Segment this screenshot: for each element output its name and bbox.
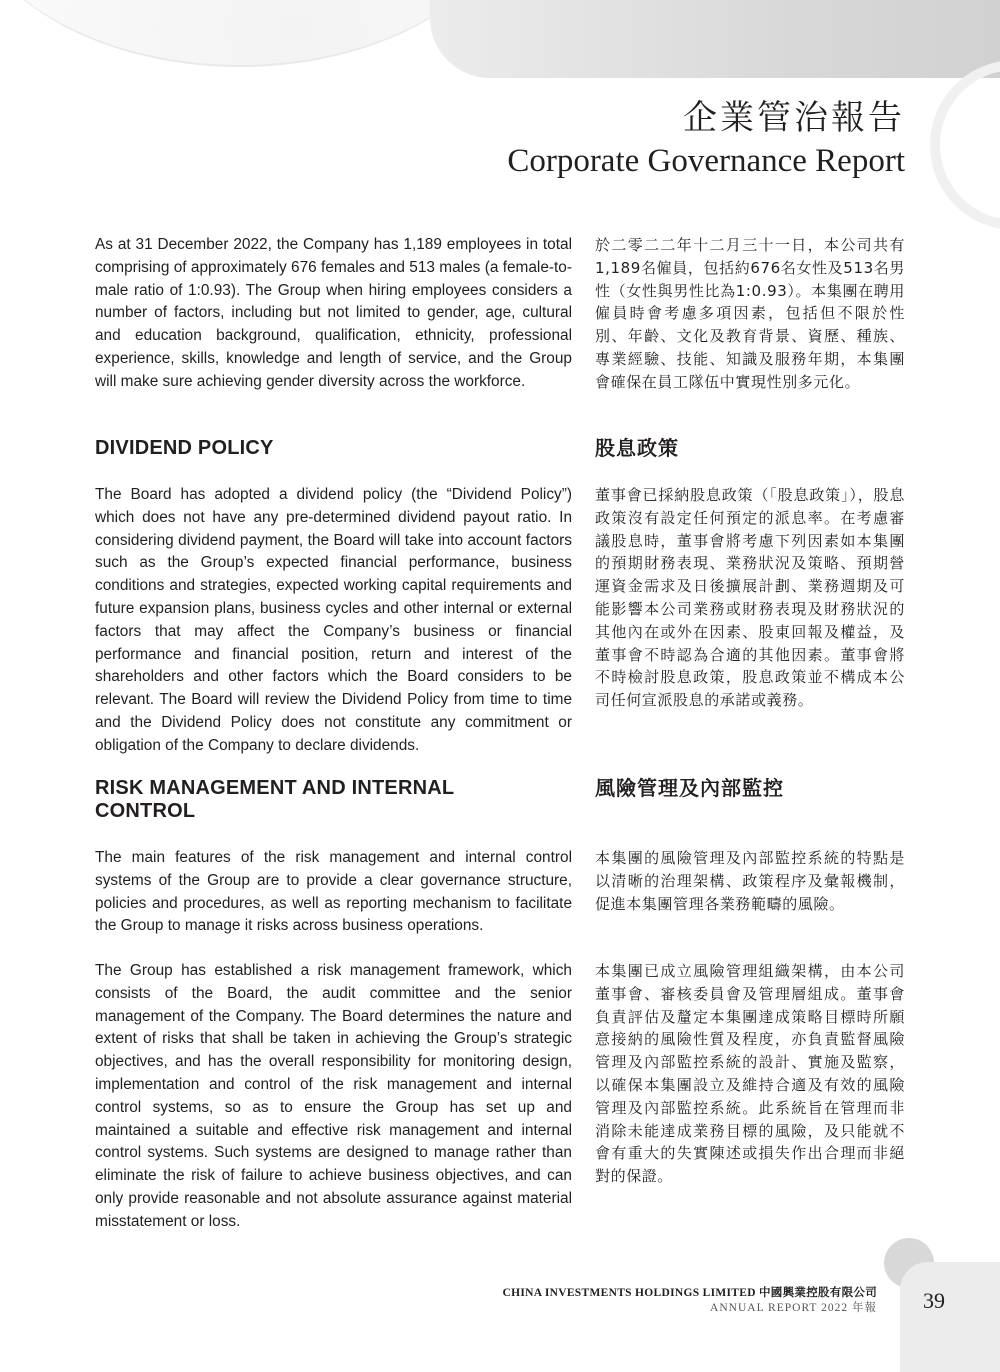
dividend-policy-paragraph-en: The Board has adopted a dividend policy (the “Dividend Policy”) which does not have any pre-determined dividend payout ratio. In considering dividend payment, the Board will take into account factors such as the Group’s expected financial performance, business conditions and strategies, expected working capital requirements and future expansion plans, business cycles and other internal or external factors that may affect the Company’s business or financial performance and financial position, return and interest of the shareholders and other factors which the Board considers to be relevant. The Board will review the Dividend Policy from time to time and the Dividend Policy does not constitute any commitment or obligation of the Company to declare dividends. [95, 486, 572, 754]
risk-management-paragraph-1-en: The main features of the risk management and internal control systems of the Group are to provide a clear governance structure, policies and procedures, as well as reporting mechanism to facilitate the Group to manage it risks across business operations. [95, 849, 572, 935]
intro-paragraph-zh: 於二零二二年十二月三十一日，本公司共有1,189名僱員，包括約676名女性及513名男性（女性與男性比為1:0.93）。本集團在聘用僱員時會考慮多項因素，包括但不限於性別、年齡、文化及教育背景、資歷、種族、專業經驗、技能、知識及服務年期，本集團會確保在員工隊伍中實現性別多元化。 [595, 236, 905, 391]
intro-paragraph-en: As at 31 December 2022, the Company has 1,189 employees in total comprising of approximately 676 females and 513 males (a female-to-male ratio of 1:0.93). The Group when hiring employees considers a number of factors, including but not limited to gender, age, cultural and education background, qualification, ethnicity, professional experience, skills, knowledge and length of service, and the Group will make sure achieving gender diversity across the workforce. [95, 236, 572, 390]
dividend-policy-heading-zh: 股息政策 [595, 436, 679, 460]
dividend-policy-paragraph-zh: 董事會已採納股息政策（「股息政策」），股息政策沒有設定任何預定的派息率。在考慮審議股息時，董事會將考慮下列因素如本集團的預期財務表現、業務狀況及策略、預期營運資金需求及日後擴展計劃、業務週期及可能影響本公司業務或財務表現及財務狀況的其他內在或外在因素、股東回報及權益，及董事會不時認為合適的其他因素。董事會將不時檢討股息政策，股息政策並不構成本公司任何宣派股息的承諾或義務。 [595, 486, 905, 710]
risk-management-heading-zh: 風險管理及內部監控 [595, 776, 784, 800]
page-title [507, 96, 905, 182]
page-footer [502, 1286, 877, 1316]
dividend-policy-heading-en: DIVIDEND POLICY [95, 437, 274, 459]
risk-management-paragraph-2-zh: 本集團已成立風險管理組織架構，由本公司董事會、審核委員會及管理層組成。董事會負責評估及釐定本集團達成策略目標時所願意接納的風險性質及程度，亦負責監督風險管理及內部監控系統的設計、實施及監察，以確保本集團設立及維持合適及有效的風險管理及內部監控系統。此系統旨在管理而非消除未能達成業務目標的風險，及只能就不會有重大的失實陳述或損失作出合理而非絕對的保證。 [595, 962, 905, 1186]
decorative-bottom-shape [900, 1262, 1000, 1372]
risk-management-paragraph-2-en: The Group has established a risk management framework, which consists of the Board, the audit committee and the senior management of the Company. The Board determines the nature and extent of risks that shall be taken in achieving the Group’s strategic objectives, and has the overall responsibility for monitoring design, implementation and control of the risk management and internal control systems, so as to ensure the Group has set up and maintained a suitable and effective risk management and internal control systems. Such systems are designed to manage rather than eliminate the risk of failure to achieve business objectives, and can only provide reasonable and not absolute assurance against material misstatement or loss. [95, 962, 572, 1230]
risk-management-heading-en: RISK MANAGEMENT AND INTERNAL CONTROL [95, 777, 454, 822]
risk-management-paragraph-1-zh: 本集團的風險管理及內部監控系統的特點是以清晰的治理架構、政策程序及彙報機制，促進本集團管理各業務範疇的風險。 [595, 849, 905, 913]
page-title-en: Corporate Governance Report [507, 143, 905, 179]
page-number: 39 [923, 1288, 945, 1313]
footer-report-title: ANNUAL REPORT 2022 年報 [710, 1302, 877, 1314]
page-title-zh: 企業管治報告 [683, 98, 905, 138]
footer-company-name: CHINA INVESTMENTS HOLDINGS LIMITED 中國興業控股有限公司 [502, 1287, 877, 1299]
decorative-right-arc [930, 60, 1000, 230]
decorative-top-band [430, 0, 1000, 78]
